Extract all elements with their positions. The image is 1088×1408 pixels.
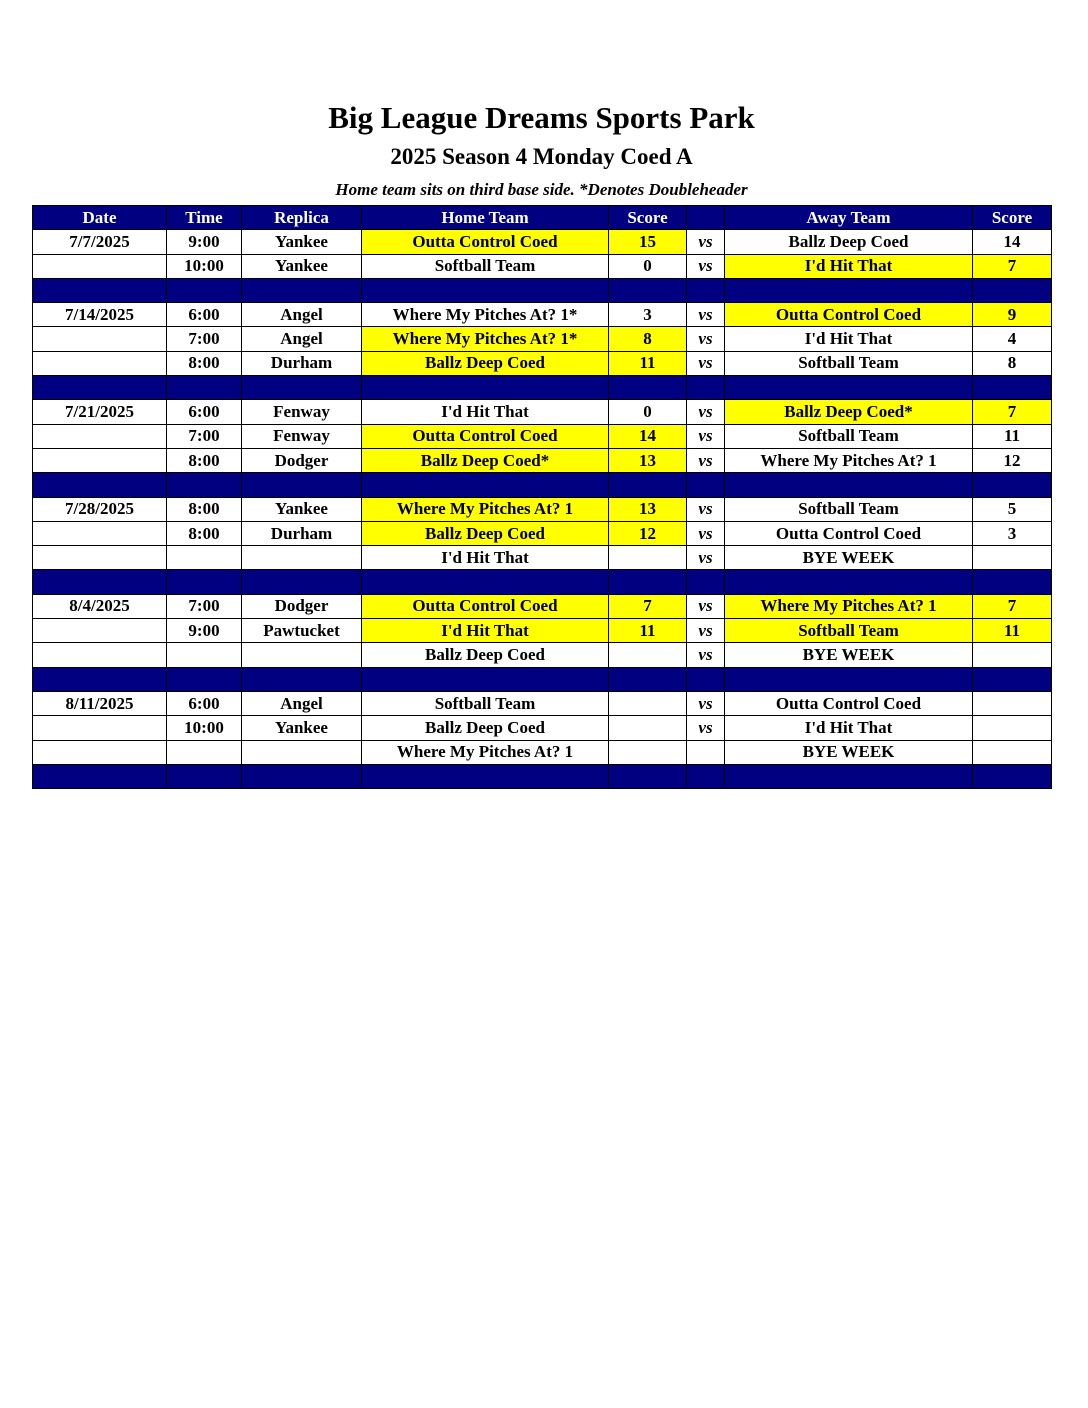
separator-cell (725, 278, 973, 302)
separator-cell (33, 667, 167, 691)
time-cell: 8:00 (167, 497, 242, 521)
replica-cell: Angel (242, 303, 362, 327)
table-row (33, 303, 1052, 327)
home-score-cell: 0 (609, 400, 687, 424)
home-team-cell: Softball Team (362, 691, 609, 715)
replica-cell: Yankee (242, 230, 362, 254)
replica-cell: Pawtucket (242, 619, 362, 643)
time-cell: 6:00 (167, 400, 242, 424)
separator-cell (242, 473, 362, 497)
away-team-cell: Outta Control Coed (725, 521, 973, 545)
col-home-score-header: Score (609, 206, 687, 230)
separator-cell (362, 376, 609, 400)
separator-cell (725, 764, 973, 788)
replica-cell: Yankee (242, 497, 362, 521)
week-separator-row (33, 376, 1052, 400)
date-cell: 7/21/2025 (33, 400, 167, 424)
col-away-score-header: Score (973, 206, 1052, 230)
date-cell: 8/4/2025 (33, 594, 167, 618)
time-cell: 8:00 (167, 448, 242, 472)
separator-cell (609, 376, 687, 400)
home-score-cell: 15 (609, 230, 687, 254)
away-team-cell: Softball Team (725, 619, 973, 643)
table-row (33, 497, 1052, 521)
home-team-cell: Outta Control Coed (362, 424, 609, 448)
away-score-cell (973, 643, 1052, 667)
replica-cell: Angel (242, 327, 362, 351)
table-row (33, 716, 1052, 740)
away-team-cell: Ballz Deep Coed* (725, 400, 973, 424)
away-team-cell: Outta Control Coed (725, 691, 973, 715)
home-team-cell: I'd Hit That (362, 546, 609, 570)
time-cell (167, 740, 242, 764)
vs-cell: vs (687, 254, 725, 278)
date-cell (33, 740, 167, 764)
away-score-cell: 11 (973, 424, 1052, 448)
home-team-cell: Softball Team (362, 254, 609, 278)
replica-cell: Fenway (242, 400, 362, 424)
replica-cell: Yankee (242, 254, 362, 278)
replica-cell: Yankee (242, 716, 362, 740)
home-team-cell: Where My Pitches At? 1 (362, 740, 609, 764)
time-cell: 6:00 (167, 303, 242, 327)
week-separator-row (33, 473, 1052, 497)
away-score-cell: 4 (973, 327, 1052, 351)
table-row (33, 351, 1052, 375)
away-score-cell: 7 (973, 594, 1052, 618)
away-team-cell: Outta Control Coed (725, 303, 973, 327)
separator-cell (687, 376, 725, 400)
home-team-cell: I'd Hit That (362, 619, 609, 643)
separator-cell (687, 570, 725, 594)
separator-cell (242, 376, 362, 400)
separator-cell (242, 570, 362, 594)
away-team-cell: BYE WEEK (725, 643, 973, 667)
vs-cell (687, 740, 725, 764)
home-team-cell: Outta Control Coed (362, 594, 609, 618)
week-separator-row (33, 278, 1052, 302)
separator-cell (33, 473, 167, 497)
home-team-cell: Ballz Deep Coed (362, 351, 609, 375)
col-time-header: Time (167, 206, 242, 230)
date-cell: 7/7/2025 (33, 230, 167, 254)
date-cell (33, 546, 167, 570)
table-row (33, 400, 1052, 424)
separator-cell (687, 667, 725, 691)
col-date-header: Date (33, 206, 167, 230)
vs-cell: vs (687, 594, 725, 618)
time-cell: 8:00 (167, 521, 242, 545)
home-score-cell (609, 716, 687, 740)
away-team-cell: Where My Pitches At? 1 (725, 594, 973, 618)
separator-cell (725, 667, 973, 691)
separator-cell (973, 278, 1052, 302)
separator-cell (609, 764, 687, 788)
replica-cell: Angel (242, 691, 362, 715)
table-row (33, 448, 1052, 472)
separator-cell (167, 764, 242, 788)
separator-cell (609, 570, 687, 594)
separator-cell (725, 376, 973, 400)
separator-cell (362, 278, 609, 302)
home-score-cell (609, 740, 687, 764)
table-row (33, 740, 1052, 764)
vs-cell: vs (687, 230, 725, 254)
away-score-cell (973, 740, 1052, 764)
separator-cell (33, 764, 167, 788)
away-score-cell: 7 (973, 400, 1052, 424)
home-team-cell: I'd Hit That (362, 400, 609, 424)
separator-cell (973, 764, 1052, 788)
table-row (33, 521, 1052, 545)
col-home-team-header: Home Team (362, 206, 609, 230)
date-cell: 8/11/2025 (33, 691, 167, 715)
week-separator-row (33, 667, 1052, 691)
replica-cell: Dodger (242, 594, 362, 618)
time-cell (167, 643, 242, 667)
separator-cell (687, 278, 725, 302)
separator-cell (687, 473, 725, 497)
away-team-cell: BYE WEEK (725, 740, 973, 764)
vs-cell: vs (687, 351, 725, 375)
col-away-team-header: Away Team (725, 206, 973, 230)
separator-cell (33, 376, 167, 400)
time-cell: 7:00 (167, 327, 242, 351)
home-team-cell: Ballz Deep Coed* (362, 448, 609, 472)
away-team-cell: Where My Pitches At? 1 (725, 448, 973, 472)
time-cell: 7:00 (167, 594, 242, 618)
away-team-cell: I'd Hit That (725, 327, 973, 351)
vs-cell: vs (687, 619, 725, 643)
separator-cell (609, 278, 687, 302)
separator-cell (362, 473, 609, 497)
home-score-cell (609, 643, 687, 667)
separator-cell (725, 473, 973, 497)
table-row (33, 643, 1052, 667)
vs-cell: vs (687, 424, 725, 448)
separator-cell (167, 667, 242, 691)
away-score-cell: 9 (973, 303, 1052, 327)
time-cell: 10:00 (167, 716, 242, 740)
table-row (33, 594, 1052, 618)
separator-cell (973, 667, 1052, 691)
away-team-cell: Softball Team (725, 424, 973, 448)
away-team-cell: I'd Hit That (725, 716, 973, 740)
separator-cell (33, 278, 167, 302)
away-team-cell: I'd Hit That (725, 254, 973, 278)
separator-cell (725, 570, 973, 594)
date-cell: 7/14/2025 (33, 303, 167, 327)
date-cell (33, 619, 167, 643)
table-row (33, 424, 1052, 448)
vs-cell: vs (687, 716, 725, 740)
away-score-cell: 8 (973, 351, 1052, 375)
home-team-cell: Ballz Deep Coed (362, 521, 609, 545)
away-team-cell: BYE WEEK (725, 546, 973, 570)
time-cell: 6:00 (167, 691, 242, 715)
separator-cell (167, 473, 242, 497)
date-cell (33, 424, 167, 448)
week-separator-row (33, 570, 1052, 594)
separator-cell (167, 278, 242, 302)
time-cell: 9:00 (167, 619, 242, 643)
replica-cell: Fenway (242, 424, 362, 448)
time-cell: 9:00 (167, 230, 242, 254)
vs-cell: vs (687, 448, 725, 472)
away-score-cell: 5 (973, 497, 1052, 521)
table-row (33, 691, 1052, 715)
date-cell (33, 351, 167, 375)
home-score-cell: 3 (609, 303, 687, 327)
away-score-cell: 12 (973, 448, 1052, 472)
vs-cell: vs (687, 691, 725, 715)
home-score-cell (609, 691, 687, 715)
replica-cell: Durham (242, 351, 362, 375)
away-score-cell: 7 (973, 254, 1052, 278)
away-score-cell: 11 (973, 619, 1052, 643)
separator-cell (33, 570, 167, 594)
separator-cell (973, 570, 1052, 594)
home-team-cell: Where My Pitches At? 1* (362, 327, 609, 351)
table-row (33, 546, 1052, 570)
schedule-note: Home team sits on third base side. *Denotes Doubleheader (335, 180, 748, 199)
vs-cell: vs (687, 303, 725, 327)
schedule-table (32, 205, 1052, 789)
replica-cell (242, 740, 362, 764)
home-team-cell: Where My Pitches At? 1* (362, 303, 609, 327)
page-subtitle: 2025 Season 4 Monday Coed A (390, 144, 693, 169)
vs-cell: vs (687, 400, 725, 424)
separator-cell (609, 473, 687, 497)
time-cell (167, 546, 242, 570)
schedule-body (33, 230, 1052, 789)
replica-cell: Dodger (242, 448, 362, 472)
date-cell (33, 254, 167, 278)
date-cell: 7/28/2025 (33, 497, 167, 521)
home-score-cell (609, 546, 687, 570)
away-score-cell (973, 716, 1052, 740)
home-score-cell: 13 (609, 448, 687, 472)
col-vs-header (687, 206, 725, 230)
page-title: Big League Dreams Sports Park (328, 100, 755, 135)
vs-cell: vs (687, 643, 725, 667)
table-row (33, 254, 1052, 278)
header-row (33, 206, 1052, 230)
date-cell (33, 643, 167, 667)
separator-cell (167, 376, 242, 400)
date-cell (33, 448, 167, 472)
time-cell: 10:00 (167, 254, 242, 278)
away-score-cell: 14 (973, 230, 1052, 254)
home-score-cell: 14 (609, 424, 687, 448)
away-team-cell: Ballz Deep Coed (725, 230, 973, 254)
home-team-cell: Ballz Deep Coed (362, 716, 609, 740)
home-score-cell: 8 (609, 327, 687, 351)
replica-cell: Durham (242, 521, 362, 545)
home-score-cell: 0 (609, 254, 687, 278)
away-team-cell: Softball Team (725, 497, 973, 521)
home-score-cell: 7 (609, 594, 687, 618)
replica-cell (242, 546, 362, 570)
away-score-cell (973, 546, 1052, 570)
away-score-cell: 3 (973, 521, 1052, 545)
separator-cell (362, 667, 609, 691)
separator-cell (167, 570, 242, 594)
table-row (33, 619, 1052, 643)
away-team-cell: Softball Team (725, 351, 973, 375)
separator-cell (362, 570, 609, 594)
date-cell (33, 716, 167, 740)
home-score-cell: 11 (609, 351, 687, 375)
separator-cell (242, 278, 362, 302)
separator-cell (973, 473, 1052, 497)
col-replica-header: Replica (242, 206, 362, 230)
home-score-cell: 11 (609, 619, 687, 643)
date-cell (33, 327, 167, 351)
time-cell: 8:00 (167, 351, 242, 375)
table-row (33, 230, 1052, 254)
table-row (33, 327, 1052, 351)
vs-cell: vs (687, 521, 725, 545)
home-score-cell: 12 (609, 521, 687, 545)
date-cell (33, 521, 167, 545)
vs-cell: vs (687, 546, 725, 570)
home-score-cell: 13 (609, 497, 687, 521)
vs-cell: vs (687, 497, 725, 521)
away-score-cell (973, 691, 1052, 715)
time-cell: 7:00 (167, 424, 242, 448)
home-team-cell: Ballz Deep Coed (362, 643, 609, 667)
separator-cell (687, 764, 725, 788)
separator-cell (973, 376, 1052, 400)
separator-cell (242, 667, 362, 691)
week-separator-row (33, 764, 1052, 788)
separator-cell (242, 764, 362, 788)
separator-cell (362, 764, 609, 788)
home-team-cell: Where My Pitches At? 1 (362, 497, 609, 521)
vs-cell: vs (687, 327, 725, 351)
home-team-cell: Outta Control Coed (362, 230, 609, 254)
separator-cell (609, 667, 687, 691)
replica-cell (242, 643, 362, 667)
